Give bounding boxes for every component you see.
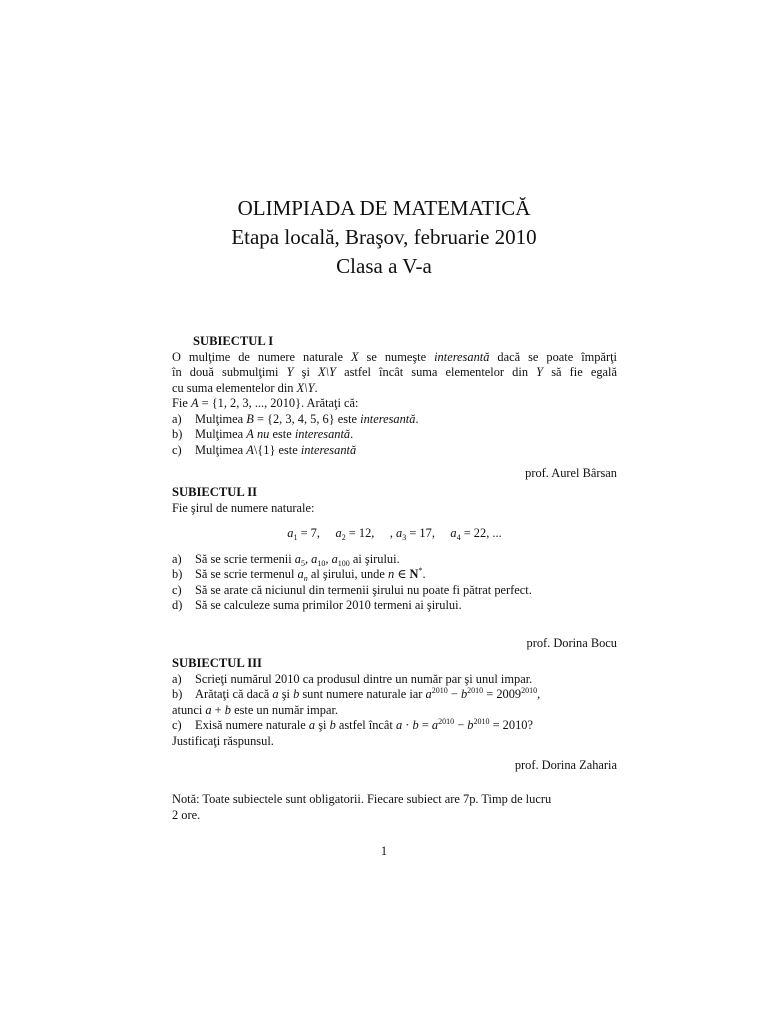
subject-2-item-b: b) Să se scrie termenul $a_n$ al şirului, unde n ∈ N*. [172, 566, 426, 583]
subject-1 [172, 334, 617, 482]
subject-1-item-a: a) Mulţimea B = {2, 3, 4, 5, 6} este interesantă. [172, 411, 419, 426]
subject-3-item-b: b) Arătaţi că dacă a şi b sunt numere naturale iar $a^{2010} - b^{2010} = 2009^{2010}$, [172, 686, 541, 701]
subject-1-intro-line-2: în două submulţimi Y şi X\Y astfel încât suma elementelor din Y să fie egală [172, 365, 617, 379]
subject-2-item-c: c) Să se arate că niciunul din termenii şirului nu poate fi pătrat perfect. [172, 582, 532, 597]
subject-1-heading: SUBIECTUL I [193, 334, 274, 348]
subject-3-heading: SUBIECTUL III [172, 656, 262, 670]
subject-3-item-a: a) Scrieţi numărul 2010 ca produsul dintre un număr par şi unul impar. [172, 671, 533, 686]
subject-1-intro-line-3: cu suma elementelor din X\Y. [172, 380, 318, 395]
document-subtitle: Etapa locală, Braşov, februarie 2010 [231, 225, 537, 249]
subject-3 [172, 656, 617, 774]
note [172, 792, 617, 823]
subject-3-item-c: c) Exisă numere naturale a şi b astfel încât $a \cdot b = a^{2010} - b^{2010} = 2010$? [172, 717, 533, 732]
subject-2 [172, 485, 617, 651]
subject-1-item-b: b) Mulţimea A nu este interesantă. [172, 427, 354, 441]
subject-1-given-set: Fie A = {1, 2, 3, ..., 2010}. Arătaţi că: [172, 396, 359, 410]
subject-1-intro-line-1: O mulţime de numere naturale X se numeşte interesantă dacă se poate împărţi [172, 349, 617, 364]
subject-1-author: prof. Aurel Bârsan [525, 466, 617, 480]
subject-3-item-b-continued: atunci a + b este un număr impar. [172, 702, 338, 717]
subject-2-item-a: a) Să se scrie termenii $a_5$, $a_{10}$, $a_{100}$ ai şirului. [172, 551, 400, 568]
sequence-formula: $a_1 = 7$, $a_2 = 12$, , $a_3 = 17$, $a_4 = 22$, ... [287, 526, 502, 542]
subject-1-item-c: c) Mulţimea A\{1} este interesantă [172, 442, 357, 457]
note-line-2: 2 ore. [172, 807, 201, 822]
subject-2-heading: SUBIECTUL II [172, 485, 258, 499]
subject-2-intro: Fie şirul de numere naturale: [172, 500, 315, 515]
subject-2-author: prof. Dorina Bocu [526, 635, 617, 650]
page-number: 1 [380, 844, 388, 858]
subject-3-item-c-continued: Justificaţi răspunsul. [172, 733, 274, 748]
document-class: Clasa a V-a [336, 254, 432, 278]
subject-2-item-d: d) Să se calculeze suma primilor 2010 termeni ai şirului. [172, 598, 462, 612]
subject-3-author: prof. Dorina Zaharia [514, 758, 617, 772]
title-block [0, 194, 768, 281]
document-title: OLIMPIADA DE MATEMATICĂ [237, 196, 531, 220]
note-line-1: Notă: Toate subiectele sunt obligatorii. Fiecare subiect are 7p. Timp de lucru [172, 792, 552, 806]
